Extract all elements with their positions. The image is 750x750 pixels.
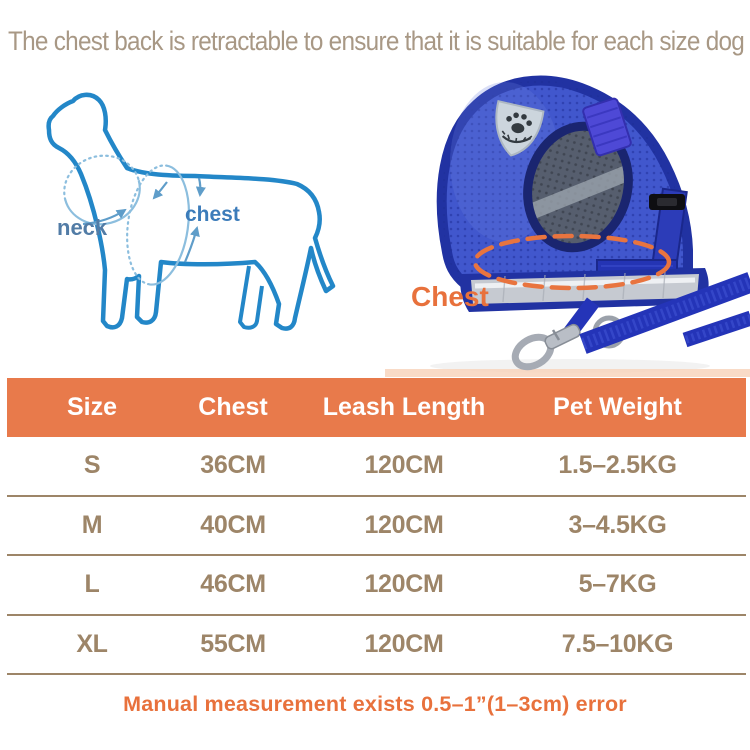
diagram-chest-label: chest — [185, 203, 240, 226]
cell-size: M — [81, 510, 103, 539]
cell-leash: 120CM — [364, 510, 444, 539]
col-header-chest: Chest — [198, 393, 268, 421]
table-row-xl — [7, 616, 746, 676]
size-table-header — [7, 378, 746, 437]
chest-arrow-down-icon — [199, 178, 200, 195]
cell-leash: 120CM — [364, 570, 444, 599]
col-header-leash: Leash Length — [322, 393, 486, 421]
harness-graphic — [442, 81, 709, 312]
cell-leash: 120CM — [364, 451, 444, 480]
cell-weight: 3–4.5KG — [568, 510, 667, 539]
diagram-neck-label: neck — [57, 215, 108, 240]
cell-chest: 40CM — [200, 510, 266, 539]
photo-chest-label: Chest — [411, 281, 489, 312]
col-header-size: Size — [66, 393, 118, 421]
table-row-m — [7, 497, 746, 557]
photo-warm-strip — [385, 369, 750, 377]
cell-size: XL — [76, 629, 108, 658]
table-row-l — [7, 556, 746, 616]
page-title: The chest back is retractable to ensure that it is suitable for each size dog — [8, 26, 745, 56]
cell-size: L — [84, 570, 100, 599]
dog-measurement-diagram — [15, 78, 385, 370]
cell-chest: 55CM — [200, 629, 266, 658]
cell-weight: 7.5–10KG — [561, 629, 674, 658]
cell-chest: 36CM — [200, 451, 266, 480]
cell-weight: 1.5–2.5KG — [558, 451, 677, 480]
measurement-error-note: Manual measurement exists 0.5–1”(1–3cm) error — [123, 692, 627, 716]
cell-leash: 120CM — [364, 629, 444, 658]
size-table — [7, 378, 746, 675]
cell-size: S — [83, 451, 101, 480]
col-header-weight: Pet Weight — [553, 393, 682, 421]
table-row-s — [7, 437, 746, 497]
harness-product-photo — [385, 72, 750, 378]
cell-weight: 5–7KG — [578, 570, 657, 599]
cell-chest: 46CM — [200, 570, 266, 599]
